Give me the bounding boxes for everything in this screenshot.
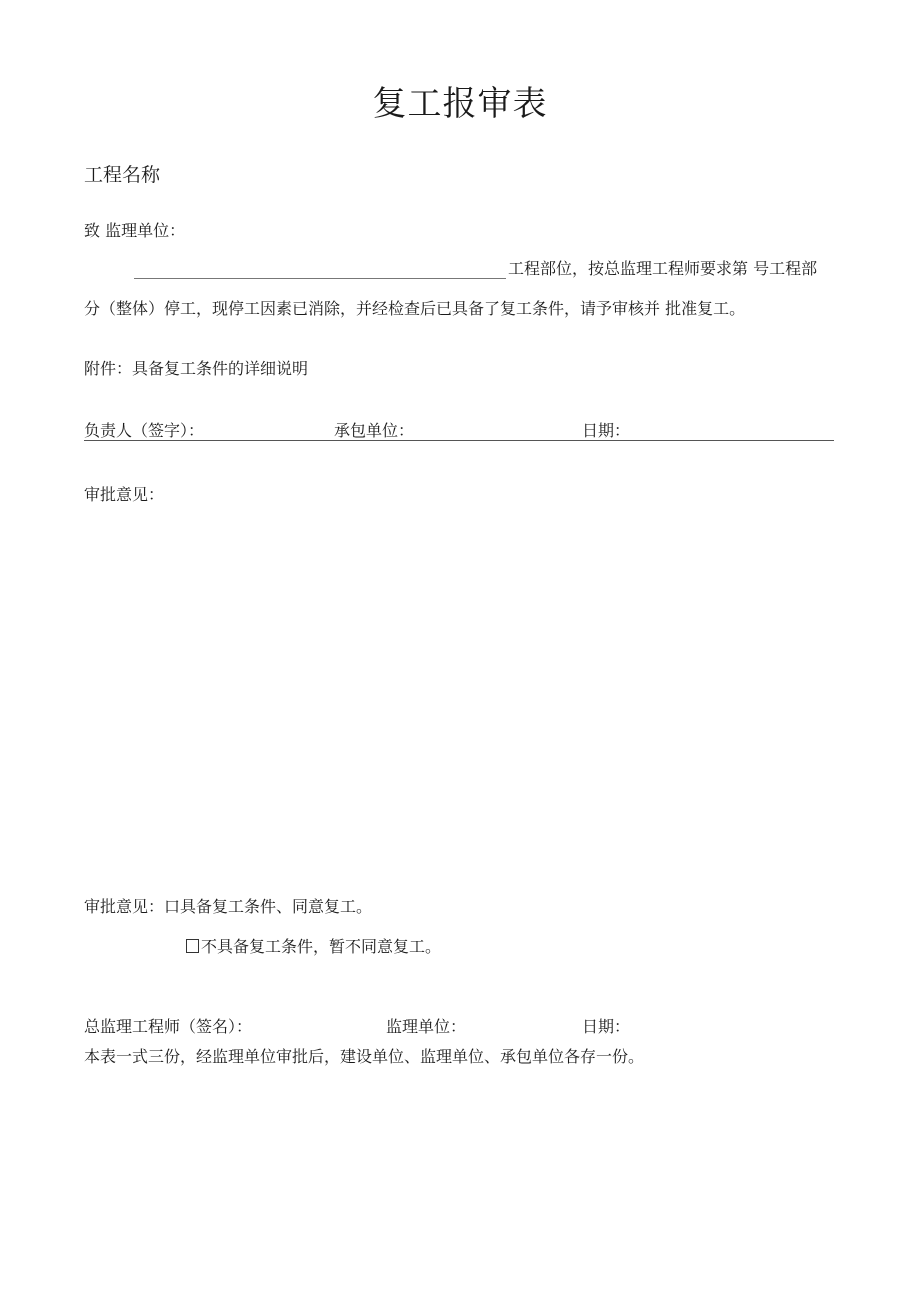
responsible-signature-label: 负责人（签字）： [84,421,205,440]
supervisor-unit-label: 监理单位： [386,1017,467,1036]
approval-option-reject [186,934,441,957]
project-name-label: 工程名称 [84,164,161,186]
approval-opinion-label: 审批意见： [84,485,165,504]
request-paragraph-line1-text: 工程部位，按总监理工程师要求第 号工程部 [508,259,818,278]
contractor-date-label: 日期： [582,421,631,440]
contractor-unit-label: 承包单位： [334,421,415,440]
request-paragraph-line1 [134,256,817,279]
addressee-line: 致 监理单位： [84,221,186,240]
page-title: 复工报审表 [372,84,548,124]
approval-option-approve: 审批意见：口具备复工条件、同意复工。 [84,897,373,916]
request-paragraph-line2: 分（整体）停工，现停工因素已消除，并经检查后已具备了复工条件，请予审核并 批准复工。 [84,299,746,318]
footer-note: 本表一式三份，经监理单位审批后，建设单位、监理单位、承包单位各存一份。 [84,1047,645,1066]
section-divider [84,440,834,441]
checkbox-icon[interactable] [186,939,199,953]
attachment-note: 附件：具备复工条件的详细说明 [84,359,309,378]
approval-option-reject-text: 不具备复工条件，暂不同意复工。 [201,937,442,956]
project-part-blank[interactable] [134,262,506,279]
chief-supervisor-signature-label: 总监理工程师（签名）： [84,1017,253,1036]
supervisor-date-label: 日期： [582,1017,631,1036]
